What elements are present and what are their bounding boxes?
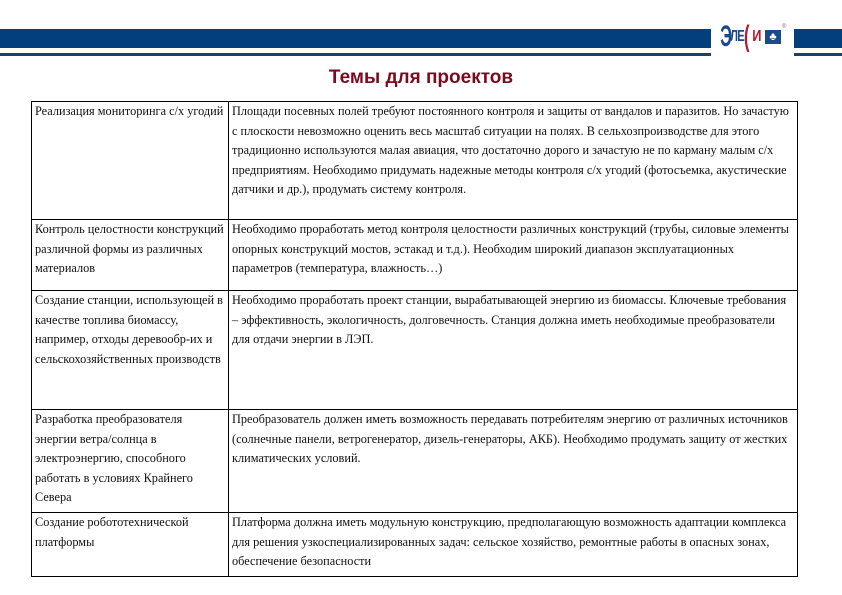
description-cell: Платформа должна иметь модульную конструкцию, предполагающую возможность адаптации комплекса для решения узкоспециализированных задач: сельское хозяйство, ремонтные работы в опасных зонах, обеспечение безопасности — [229, 513, 798, 577]
topic-cell: Реализация мониторинга с/х угодий — [32, 102, 229, 220]
logo-letter-e: Э — [720, 20, 732, 53]
topic-cell: Контроль целостности конструкций различной формы из различных материалов — [32, 220, 229, 291]
logo-emblem-icon: ♣ — [765, 30, 781, 44]
company-logo — [718, 18, 792, 56]
header-band-thick-right — [794, 29, 842, 48]
table-row — [32, 291, 798, 410]
topic-cell: Создание станции, использующей в качестве топлива биомассу, например, отходы деревообр-их и сельскохозяйственных производств — [32, 291, 229, 410]
description-cell: Площади посевных полей требуют постоянного контроля и защиты от вандалов и паразитов. Но зачастую с плоскости невозможно оценить весь масштаб ситуации на полях. В сельхозпроизводстве для этого традиционно используются малая авиация, что достаточно дорого и зачастую не по карману малым с/х предприятиям. Необходимо придумать надежные методы контроля с/х угодий (фотосъемка, акустические датчики и др.), продумать систему контроля. — [229, 102, 798, 220]
table-row — [32, 410, 798, 513]
topics-table — [31, 101, 798, 577]
registered-mark-icon: ® — [782, 24, 787, 30]
description-cell: Преобразователь должен иметь возможность передавать потребителям энергию от различных источников (солнечные панели, ветрогенератор, дизель-генераторы, АКБ). Необходимо продумать защиту от жестких климатических условий. — [229, 410, 798, 513]
topic-cell: Создание робототехнической платформы — [32, 513, 229, 577]
table-row — [32, 220, 798, 291]
logo-letters-le: ЛЕ — [730, 28, 745, 45]
description-cell: Необходимо проработать метод контроля целостности различных конструкций (трубы, силовые элементы опорных конструкций мостов, эстакад и т.д.). Необходим широкий диапазон эксплуатационных параметров (температура, влажность…) — [229, 220, 798, 291]
header-band-thin — [0, 53, 711, 56]
table-row — [32, 102, 798, 220]
description-cell: Необходимо проработать проект станции, вырабатывающей энергию из биомассы. Ключевые требования – эффективность, экологичность, долговечность. Станция должна иметь необходимые преобразователи для отдачи энергии в ЛЭП. — [229, 291, 798, 410]
table-row — [32, 513, 798, 577]
logo-letter-i: И — [752, 28, 762, 45]
header-band-thin-right — [794, 53, 842, 56]
header-band-thick — [0, 29, 711, 48]
topic-cell: Разработка преобразователя энергии ветра/солнца в электроэнергию, способного работать в условиях Крайнего Севера — [32, 410, 229, 513]
logo-paren-c: ( — [744, 20, 750, 53]
page-title: Темы для проектов — [328, 67, 514, 88]
